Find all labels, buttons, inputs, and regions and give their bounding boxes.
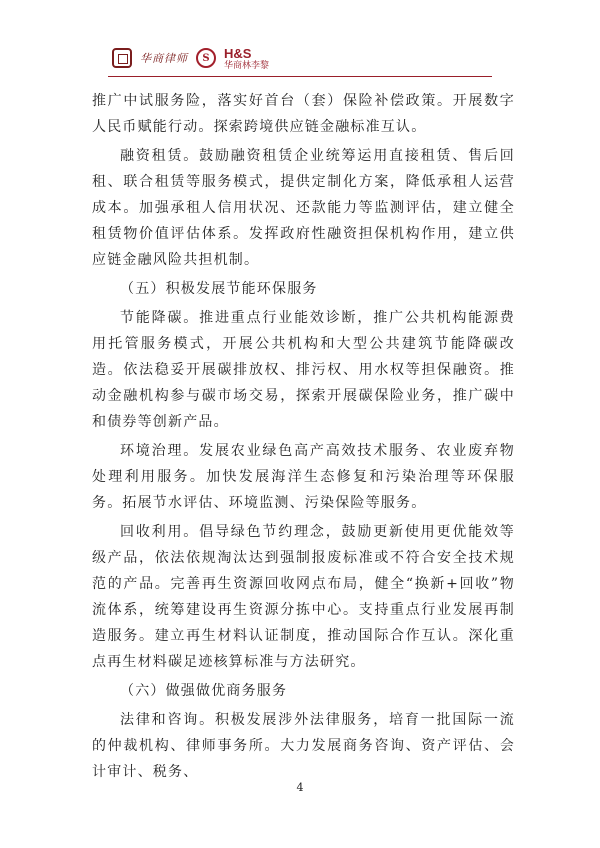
page-number: 4 — [296, 781, 304, 794]
section-heading: （五）积极发展节能环保服务 — [120, 281, 318, 297]
paragraph: 融资租赁。鼓励融资租赁企业统筹运用直接租赁、售后回租、联合租赁等服务模式，提供定制化方案，降低承租人运营成本。加强承租人信用状况、还款能力等监测评估，建立健全租赁物价值评估体系。发挥政府性融资担保机构作用，建立供应链金融风险共担机制。 — [92, 148, 515, 268]
paragraph: 环境治理。发展农业绿色高产高效技术服务、农业废弃物处理利用服务。加快发展海洋生态修复和污染治理等环保服务。拓展节水评估、环境监测、污染保险等服务。 — [92, 443, 515, 511]
seal-logo-icon — [112, 48, 132, 68]
hs-logo-text: H&S — [224, 45, 252, 61]
paragraph: 法律和咨询。积极发展涉外法律服务，培育一批国际一流的仲裁机构、律师事务所。大力发展商务咨询、资产评估、会计审计、税务、 — [92, 712, 515, 780]
hs-logo-block — [224, 46, 269, 71]
document-body — [92, 88, 515, 788]
paragraph: 回收利用。倡导绿色节约理念，鼓励更新使用更优能效等级产品，依法依规淘汰达到强制报废标准或不符合安全技术规范的产品。完善再生资源回收网点布局，健全“换新+回收”物流体系，统筹建设再生资源分拣中心。支持重点行业发展再制造服务。建立再生材料认证制度，推动国际合作互认。深化重点再生材料碳足迹核算标准与方法研究。 — [92, 524, 515, 670]
firm-logo-text: 华商律师 — [140, 52, 188, 65]
paragraph: 推广中试服务险，落实好首台（套）保险补偿政策。开展数字人民币赋能行动。探索跨境供应链金融标准互认。 — [92, 93, 515, 135]
header-divider — [108, 76, 492, 77]
paragraph: 节能降碳。推进重点行业能效诊断，推广公共机构能源费用托管服务模式，开展公共机构和大型公共建筑节能降碳改造。依法稳妥开展碳排放权、排污权、用水权等担保融资。推动金融机构参与碳市场交易，探索开展碳保险业务，推广碳中和债券等创新产品。 — [92, 310, 515, 430]
section-heading: （六）做强做优商务服务 — [120, 683, 288, 699]
letterhead — [112, 46, 269, 70]
hs-logo-subtext: 华商林李黎 — [224, 60, 270, 71]
hs-circle-logo-icon: S — [196, 48, 216, 68]
